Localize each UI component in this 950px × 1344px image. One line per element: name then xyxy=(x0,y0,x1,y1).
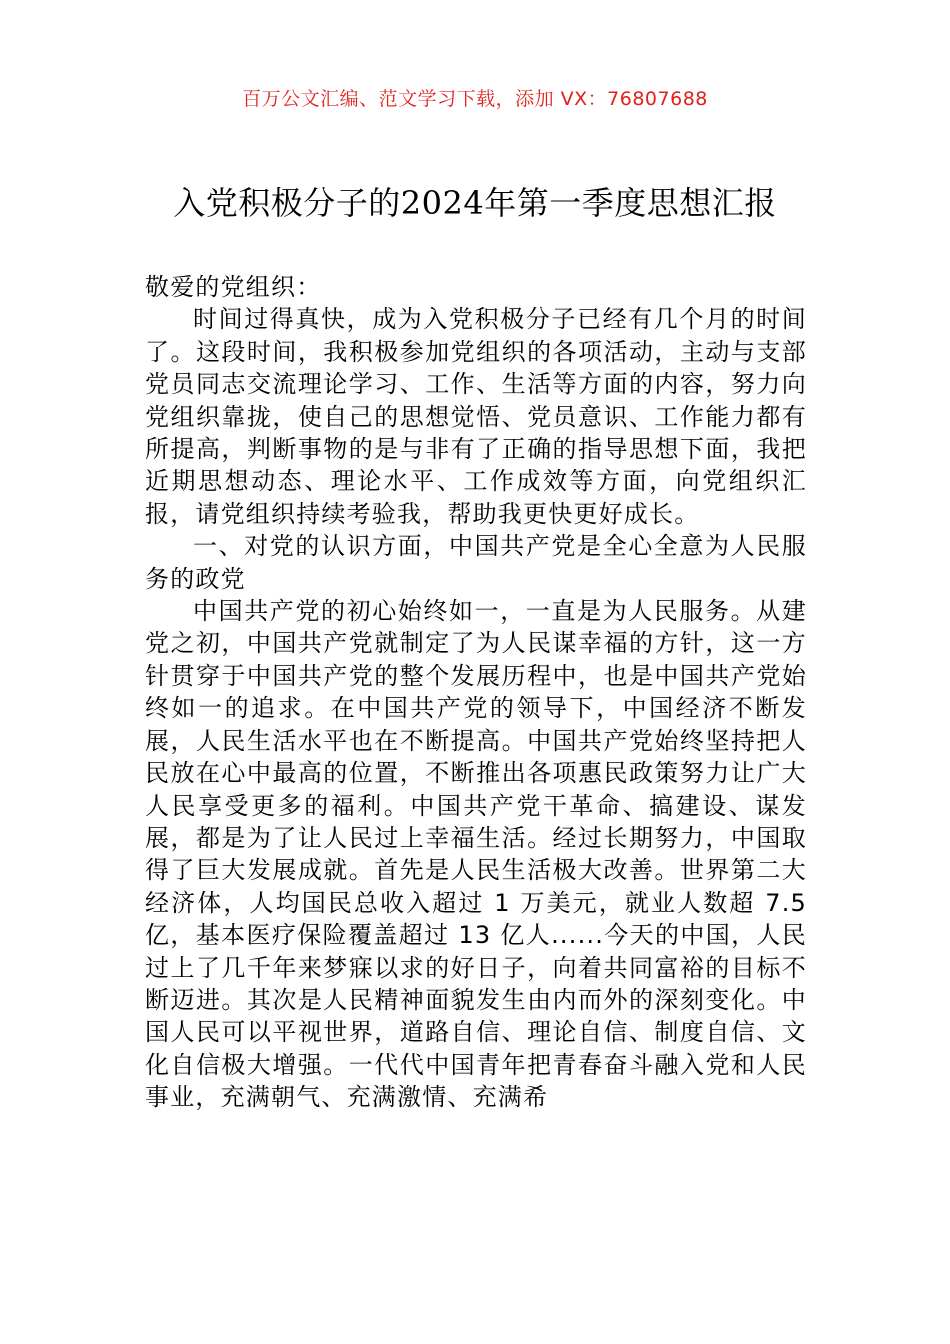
paragraph-intro: 时间过得真快，成为入党积极分子已经有几个月的时间了。这段时间，我积极参加党组织的各项活动，主动与支部党员同志交流理论学习、工作、生活等方面的内容，努力向党组织靠拢，使自己的思想觉悟、党员意识、工作能力都有所提高，判断事物的是与非有了正确的指导思想下面，我把近期思想动态、理论水平、工作成效等方面，向党组织汇报，请党组织持续考验我，帮助我更快更好成长。 xyxy=(145,305,807,528)
header-note: 百万公文汇编、范文学习下载，添加 VX：76807688 xyxy=(242,88,708,110)
document-title: 入党积极分子的2024年第一季度思想汇报 xyxy=(173,184,777,222)
section-heading-1: 一、对党的认识方面，中国共产党是全心全意为人民服务的政党 xyxy=(145,532,807,593)
document-body xyxy=(145,271,807,1114)
salutation: 敬爱的党组织： xyxy=(145,273,322,301)
paragraph-section-1: 中国共产党的初心始终如一，一直是为人民服务。从建党之初，中国共产党就制定了为人民谋幸福的方针，这一方针贯穿于中国共产党的整个发展历程中，也是中国共产党始终如一的追求。在中国共产党的领导下，中国经济不断发展，人民生活水平也在不断提高。中国共产党始终坚持把人民放在心中最高的位置，不断推出各项惠民政策努力让广大人民享受更多的福利。中国共产党干革命、搞建设、谋发展，都是为了让人民过上幸福生活。经过长期努力，中国取得了巨大发展成就。首先是人民生活极大改善。世界第二大经济体，人均国民总收入超过 1 万美元，就业人数超 7.5 亿，基本医疗保险覆盖超过 13 亿人......今天的中国，人民过上了几千年来梦寐以求的好日子，向着共同富裕的目标不断迈进。其次是人民精神面貌发生由内而外的深刻变化。中国人民可以平视世界，道路自信、理论自信、制度自信、文化自信极大增强。一代代中国青年把青春奋斗融入党和人民事业，充满朝气、充满激情、充满希 xyxy=(145,597,807,1112)
